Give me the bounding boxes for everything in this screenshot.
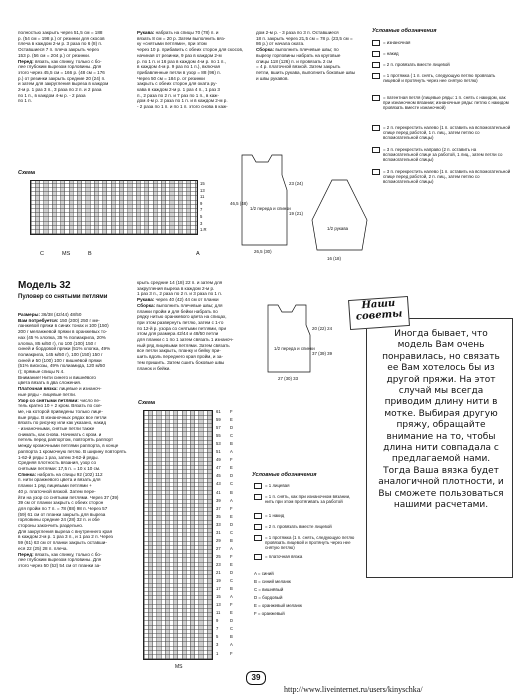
text-line: тель кратно 10 + 2 кром. Вязать по схе-	[18, 403, 103, 409]
legend-item: = 1 лицевая	[265, 483, 290, 488]
row-color-letter: E	[230, 561, 233, 567]
legend-item: = 2 п. провязать вместе лицевой	[383, 62, 450, 67]
row-number: 33	[216, 521, 221, 527]
row-number: 7	[216, 626, 219, 632]
text-line: ные ряды - лицевые петли.	[18, 391, 77, 397]
text-line: 40 р. платочной вязкой. Затем пере-	[18, 488, 96, 494]
text-line: лее глубоким вырезом горловины. Для	[18, 557, 102, 563]
front-back-outline	[268, 305, 310, 372]
text-line: планки 1 ряд лицевыми петлями +	[18, 483, 92, 489]
text-line: Для закругления выреза с внутреннего края	[18, 528, 113, 534]
row-number: 27	[216, 545, 221, 551]
color-key: B = синий меланж	[254, 579, 291, 584]
text-line: 86 р.) от начала оката.	[256, 41, 305, 47]
legend-symbol	[372, 51, 380, 57]
text-line: - 2 раза по 1 п. и по 1 п. этого снова в каж-	[137, 104, 228, 110]
text-line: - изнаночными, снятые петли также	[18, 426, 95, 432]
text-line: тем пришить. Затем сшить боковые швы	[137, 359, 225, 365]
text-line: Перед: вязать, как спинку, только с бо-	[18, 58, 102, 64]
row-color-letter: E	[230, 465, 233, 471]
color-key: D = бордовый	[254, 595, 283, 600]
text-line: ланжевой пряжи в синих тонах и 100 (150)	[18, 323, 109, 329]
text-line: 18 п. закрыть через 21,5 см = 78 р. (23,5 см =	[256, 35, 353, 41]
middle-column	[137, 280, 249, 371]
legend-item: = 3 п. перекрестить налево (1 п. оставить на вспомогательной спице перед работой, 2 п. лиц., затем петлю со вспомогательной спицы)	[383, 169, 511, 184]
text-line: 2-м р. 1 раз 3 п., 3 раза по 2 п. и 2 раза	[18, 87, 102, 93]
text-line: этого через 50 (52) 54 см от планки за-	[18, 562, 101, 568]
legend-symbol	[254, 494, 262, 500]
text-line: кава в каждом 2-м р. 1 раз 4 п., 1 раз 3	[137, 87, 220, 93]
row-number: 31	[216, 529, 221, 535]
row-color-letter: B	[230, 441, 233, 447]
row-number: 59	[216, 417, 221, 423]
row-color-letter: A	[230, 497, 233, 503]
row-label: 13	[200, 187, 205, 193]
model-subtitle: Пуловер со снятыми петлями	[18, 294, 108, 300]
text-line: Средняя плотность вязания, узор со	[18, 460, 97, 466]
text-line: = 4 р. платочной вязкой. Затем закрыть	[256, 64, 341, 70]
text-line: (59) 61 см от планки закрыть для выреза	[18, 511, 106, 517]
text-line: полностью закрыть через 51,5 см = 188	[18, 30, 103, 35]
text-line: петли, вшить рукава, выполнить боковые швы	[256, 69, 356, 75]
text-line: 59 (61) 63 см от планки закрыть оставши-	[18, 540, 107, 546]
row-number: 57	[216, 425, 221, 431]
row-color-letter: C	[230, 626, 234, 632]
row-number: 1	[216, 650, 219, 656]
row-color-letter: A	[230, 545, 233, 551]
text-line: Размеры: 36/38 (42/44) 48/50	[18, 312, 82, 317]
text-line: Рукава: через 40 (42) 44 см от планки	[137, 297, 219, 303]
legend-symbol	[254, 535, 262, 541]
row-number: 19	[216, 578, 221, 584]
legend-symbol	[372, 62, 380, 68]
row-color-letter: C	[230, 529, 234, 535]
row-number: 39	[216, 497, 221, 503]
footer-link[interactable]: http://www.liveinternet.ru/users/kinyschka/	[284, 685, 423, 694]
row-number: 25	[216, 553, 221, 559]
text-line: 39 см от планки закрыть с обеих сторон	[18, 500, 104, 506]
legend-symbol	[372, 73, 380, 79]
text-line: петель перед раппортом, повторять раппорт	[18, 437, 114, 443]
text-line: Сборка: выполнить плечевые швы; по	[256, 47, 339, 53]
model-heading: Модель 32	[18, 280, 71, 291]
text-line: дом 4-м р. 2 раза по 1 п. и в каждом 2-м р.	[137, 98, 228, 104]
row-color-letter: F	[230, 553, 233, 559]
text-line: 200 г меланжевой пряжи в оранжевых то-	[18, 329, 108, 335]
width-dim: 27 (30) 33	[278, 376, 299, 381]
body-width-dim: 26,5 (30)	[254, 249, 272, 254]
armhole-dim: 20 (22) 24	[312, 326, 333, 331]
row-number: 9	[216, 618, 219, 624]
text-line: снимать, как снова. Начинать с кром. и	[18, 431, 102, 437]
pattern-diagram-top	[232, 150, 372, 265]
text-line: Рукава: набрать на спицы 70 (78) п. и	[137, 30, 219, 35]
row-color-letter: F	[230, 650, 233, 656]
schema-top-grid	[30, 180, 198, 235]
legend-item: = изнаночная	[383, 40, 411, 45]
text-line: начиная от резинки, 9 раз в каждом 2-м	[137, 52, 222, 58]
row-label: 9	[200, 200, 203, 206]
model-body	[18, 312, 131, 569]
row-number: 51	[216, 449, 221, 455]
row-number: 53	[216, 441, 221, 447]
text-line: р. по 1 п. и 16 раз в каждом 4-м р. по 1 п.,	[137, 58, 226, 64]
text-line: в каждом 4-м р. 9 раз по 1 п.), включая	[137, 64, 220, 70]
text-line: Узор со снятыми петлями: число пе-	[18, 397, 101, 403]
row-number: 11	[216, 610, 221, 616]
legend-item: = 1 накид	[265, 513, 285, 518]
row-color-letter: A	[230, 449, 233, 455]
color-key: E = оранжевый меланж	[254, 603, 302, 608]
text-line: синей и бордовой пряжи (51% хлопка, 49%	[18, 346, 111, 352]
row-number: 37	[216, 505, 221, 511]
row-color-letter: F	[230, 409, 233, 414]
text-line: этого через 45,5 см = 166 р. (48 см = 176	[18, 69, 105, 75]
body-label: 1/2 переда и спинки	[250, 206, 291, 211]
text-line: Платочная вязка: лицевые и изнаноч-	[18, 386, 102, 392]
text-line: Оставшиеся 7 п. плеча закрыть через	[18, 47, 99, 53]
text-line: дом 2-м р. - 3 раза по 3 п. Оставшиеся	[256, 30, 339, 35]
column-label: MS	[62, 251, 71, 257]
top-right-column	[256, 30, 361, 81]
text-line: через 10 р. прибавить с обеих сторон для скосов,	[137, 47, 244, 53]
body-height-dim: 46,5 (48)	[230, 201, 248, 206]
text-line: для пройм по 7 п. = 78 (88) 98 п. Через 57	[18, 505, 108, 511]
text-line: шить вдоль переднего края пройм, и за-	[137, 354, 223, 360]
text-line: Вам потребуется: 150 (200) 250 г ме-	[18, 317, 100, 323]
text-line: по 1 п.	[18, 98, 32, 104]
row-color-letter: A	[230, 594, 233, 600]
row-number: 49	[216, 457, 221, 463]
text-line: по 12-й р. узора со снятыми петлями, при	[137, 325, 227, 331]
text-line: горловины средние 24 (28) 32 п. и обе	[18, 517, 100, 523]
sleeve-outline	[312, 180, 367, 250]
row-color-letter: C	[230, 578, 234, 584]
text-line: прибавленные петли в узор = 88 (96) п.	[137, 69, 221, 75]
text-line: все петли закрыть, планку и бейку при-	[137, 348, 221, 354]
row-label: 1.R	[200, 227, 207, 233]
top-left-column	[18, 30, 130, 104]
legend-item: = платочная вязка	[265, 554, 303, 559]
row-color-letter: D	[230, 570, 234, 575]
text-line: при этом развернуть петлю, затем с 1-го	[137, 319, 224, 325]
row-number: 43	[216, 481, 221, 487]
row-number: 23	[216, 561, 221, 567]
tips-text: Иногда бывает, что модель Вам очень понравилась, но связать ее Вам хотелось бы из другой пряжи. На этот случай мы всегда приводим длину нити в мотке. Выбирая другую пряжу, обращайте внимание на то, чтобы длина нити совпадала с предлагаемой нами. Тогда Ваша вязка будет аналогичной плотности, и Вы сможете пользоваться нашими расчетами.	[378, 329, 504, 511]
text-line: цвета вязать в два сложения.	[18, 380, 82, 386]
color-key: F = оранжевый	[254, 611, 285, 616]
text-line: 153 р. (56 см = 204 р.) от резинки.	[18, 52, 91, 58]
text-line: р.) от резинки закрыть средние 20 (24) п.	[18, 75, 106, 81]
row-label: 5	[200, 214, 203, 219]
legend-item: = 3 п. перекрестить направо (2 п. оставить на вспомогательной спице за работой, 1 лиц., затем петли со вспомогательной спицы)	[383, 147, 503, 162]
schema-bottom-ms: MS	[175, 664, 183, 670]
row-number: 47	[216, 465, 221, 471]
row-color-letter: E	[230, 513, 233, 519]
text-line: рядку нитью оранжевого цвета на спицах,	[137, 314, 227, 320]
height-dim: 37 (39) 39	[312, 351, 333, 356]
legend-item: = 2 п. провязать вместе лицевой	[265, 524, 332, 529]
text-line: нах (45 % хлопка, 35 % полиакрила, 20%	[18, 334, 106, 340]
pattern-diagram-bottom	[258, 300, 338, 385]
text-line: спицы 118 (126) п. и провязать 2 см	[256, 58, 333, 64]
text-line: (51% вискозы, 49% полиамида, 120 м/50	[18, 363, 106, 369]
text-line: вые ряды. В изнаночных рядах все петли	[18, 414, 107, 420]
text-line: п. нити оранжевого цвета и вязать для	[18, 477, 101, 483]
text-line: Через 50 см = 184 р. от резинки	[137, 75, 205, 81]
text-line: йти на узор со снятыми петлями. Через 37 (39)	[18, 494, 119, 500]
text-line: Сборка: выполнить плечевые швы; для	[137, 302, 223, 308]
column-label: A	[196, 251, 200, 257]
legend-item: = 1 протяжка (1 п. снять, следующую петлю провязать лицевой и протянуть через нее снятую петлю)	[265, 535, 355, 550]
row-number: 55	[216, 433, 221, 439]
text-line: раппорта 1 кромочную петлю. В ширину повторять	[18, 448, 127, 454]
text-line: закрыть с обеих сторон для оката ру-	[137, 81, 217, 87]
text-line: этом для размера 42/44 и 48/50 петли	[137, 331, 219, 337]
row-number: 3	[216, 642, 219, 648]
text-line: хлопка, 85 м/50 г), по 100 (100) 150 г	[18, 340, 97, 346]
body-outline	[242, 155, 287, 245]
row-color-letter: B	[230, 537, 233, 543]
row-color-letter: C	[230, 481, 234, 487]
tips-box	[366, 318, 513, 578]
row-color-letter: E	[230, 417, 233, 423]
sleeve-width-dim: 16 (18)	[327, 256, 341, 261]
row-label: 15	[200, 181, 205, 186]
text-line: крыть средние 14 (18) 22 п. и затем для	[137, 280, 223, 285]
row-color-letter: B	[230, 489, 233, 495]
legend-symbol	[254, 524, 262, 530]
tips-title: Наши советы	[355, 297, 403, 323]
page-number: 39	[246, 671, 266, 685]
text-line: стороны закончить раздельно.	[18, 523, 84, 529]
row-color-letter: D	[230, 473, 234, 479]
front-back-label: 1/2 переда и спинки	[274, 346, 315, 351]
text-line: вязать 8 см = 20 р. Затем выполнить вяз-	[137, 35, 226, 41]
top-middle-column	[137, 30, 249, 110]
text-line: ме, на которой приведены только лице-	[18, 408, 103, 414]
text-line: и затем для закругления выреза в каждом	[18, 81, 109, 87]
text-line: в каждом 2-м р. 1 раз 3 п., и 1 раз 2 п. Через	[18, 534, 113, 540]
row-color-letter: F	[230, 505, 233, 511]
legend-item: = патентная петля (лицевые ряды: 1 п. снять с накидом, как при изнаночном вязании; изнаночные ряды: петлю с накидом провязать вместе изнаночной)	[383, 95, 509, 110]
row-number: 13	[216, 602, 221, 608]
row-number: 35	[216, 513, 221, 519]
text-line: планок и бейки.	[137, 365, 171, 371]
text-line: и швы рукавов.	[256, 75, 289, 81]
row-label: 3	[200, 220, 203, 226]
text-line: ный ряд лицевыми петлями. Затем связать	[137, 342, 230, 348]
legend-symbol	[372, 95, 380, 101]
text-line: закругления выреза в каждом 2-м р.	[137, 285, 215, 291]
tips-heading	[348, 296, 410, 330]
legend-item: = 1 протяжка ( 1 п. снять, следующую петлю провязать лицевой и протянуть через нее снятую петлю)	[383, 73, 496, 83]
text-line: полиакрила, 145 м/50 г), 100 (150) 150 г	[18, 351, 103, 357]
row-color-letter: D	[230, 521, 234, 527]
column-label: B	[88, 251, 92, 257]
row-number: 45	[216, 473, 221, 479]
row-number: 5	[216, 634, 219, 640]
legend-item: = накид	[383, 51, 399, 56]
legend-symbol	[254, 483, 262, 489]
schema-bottom-grid	[143, 410, 213, 660]
legend-symbol	[372, 147, 380, 153]
row-number: 15	[216, 594, 221, 600]
row-number: 61	[216, 409, 221, 414]
sleeve-label: 1/2 рукава	[327, 226, 349, 231]
text-line: между кромочными петлями раппорта, в конце	[18, 443, 119, 449]
row-label: 7	[200, 207, 203, 213]
row-number: 17	[216, 586, 221, 592]
text-line: плеча в каждом 2-м р. 3 раза по 6 (8) п.	[18, 41, 103, 47]
text-line: п., 2 раза по 2 п. и 7 раз по 1 п., в каж-	[137, 92, 219, 98]
row-color-letter: C	[230, 433, 234, 439]
row-color-letter: D	[230, 425, 234, 431]
legend-symbol	[372, 40, 380, 46]
text-line: по 1 п., в каждом 4-м р. - 2 раза	[18, 92, 86, 98]
text-line: вырезу горловины набрать на круговые	[256, 52, 341, 58]
row-color-letter: B	[230, 634, 233, 640]
text-line: Спинка: набрать на спицы 92 (102) 112	[18, 471, 103, 477]
text-line: для планки с 1 по 1 затем связать 1 изнаноч-	[137, 337, 234, 343]
column-label: C	[40, 251, 44, 257]
text-line: Перед: вязать, как спинку, только с бо-	[18, 551, 102, 557]
schema-bottom-title: Схема	[138, 400, 156, 406]
legend-symbol	[254, 554, 262, 560]
legend-bottom-title: Условные обозначения	[252, 472, 317, 478]
legend-top-title: Условные обозначения	[372, 28, 437, 34]
text-line: 1-62-й ряды 1 раз, затем 3-62-й ряды.	[18, 454, 99, 460]
row-number: 21	[216, 570, 221, 575]
row-number: 41	[216, 489, 221, 495]
row-number: 29	[216, 537, 221, 543]
row-label: 11	[200, 194, 205, 200]
row-color-letter: A	[230, 642, 233, 648]
legend-symbol	[372, 125, 380, 131]
row-color-letter: E	[230, 610, 233, 616]
legend-item: = 1 п. снять, как при изнаночном вязании, нить при этом протягивать за работой	[265, 494, 351, 504]
text-line: снятыми петлями: 17,5 п. = 10 х 10 см.	[18, 465, 101, 471]
row-color-letter: B	[230, 586, 233, 592]
legend-symbol	[254, 513, 262, 519]
text-line: ку «снятыми петлями», при этом	[137, 41, 207, 47]
row-color-letter: F	[230, 602, 233, 608]
armhole-dim: 23 (24)	[289, 181, 303, 186]
text-line: планки пройм и для бейки набрать по	[137, 308, 218, 314]
text-line: лее глубоким вырезом горловины. Для	[18, 64, 102, 70]
legend-item: = 2 п. перекрестить налево (1 п. оставить на вспомогательной спице перед работой, 1 п. лиц., затем петлю со вспомогательной спицы)	[383, 125, 511, 140]
text-line: Внимание! Нити синего и вишнёвого	[18, 374, 96, 380]
row-color-letter: D	[230, 618, 234, 624]
legend-symbol	[372, 169, 380, 175]
side-dim: 19 (21)	[289, 211, 303, 216]
text-line: вязать по рисунку или как указано, накид	[18, 420, 107, 426]
text-line: 1 раз 3 п., 2 раза по 2 п. и 3 раза по 1 п.	[137, 291, 223, 297]
text-line: р. (54 см = 198 р.) от резинки для скосов	[18, 35, 105, 41]
color-key: C = вишнёвый	[254, 587, 284, 592]
row-color-letter: F	[230, 457, 233, 463]
text-line: г); прямые спицы N 4.	[18, 369, 65, 375]
text-line: синей и 50 (100) 100 г вишнёвой пряжи	[18, 357, 102, 363]
schema-top-title: Схема	[18, 170, 36, 176]
text-line: еся 22 (25) 28 п. плеча.	[18, 545, 68, 551]
color-key: A = синий	[254, 571, 274, 576]
